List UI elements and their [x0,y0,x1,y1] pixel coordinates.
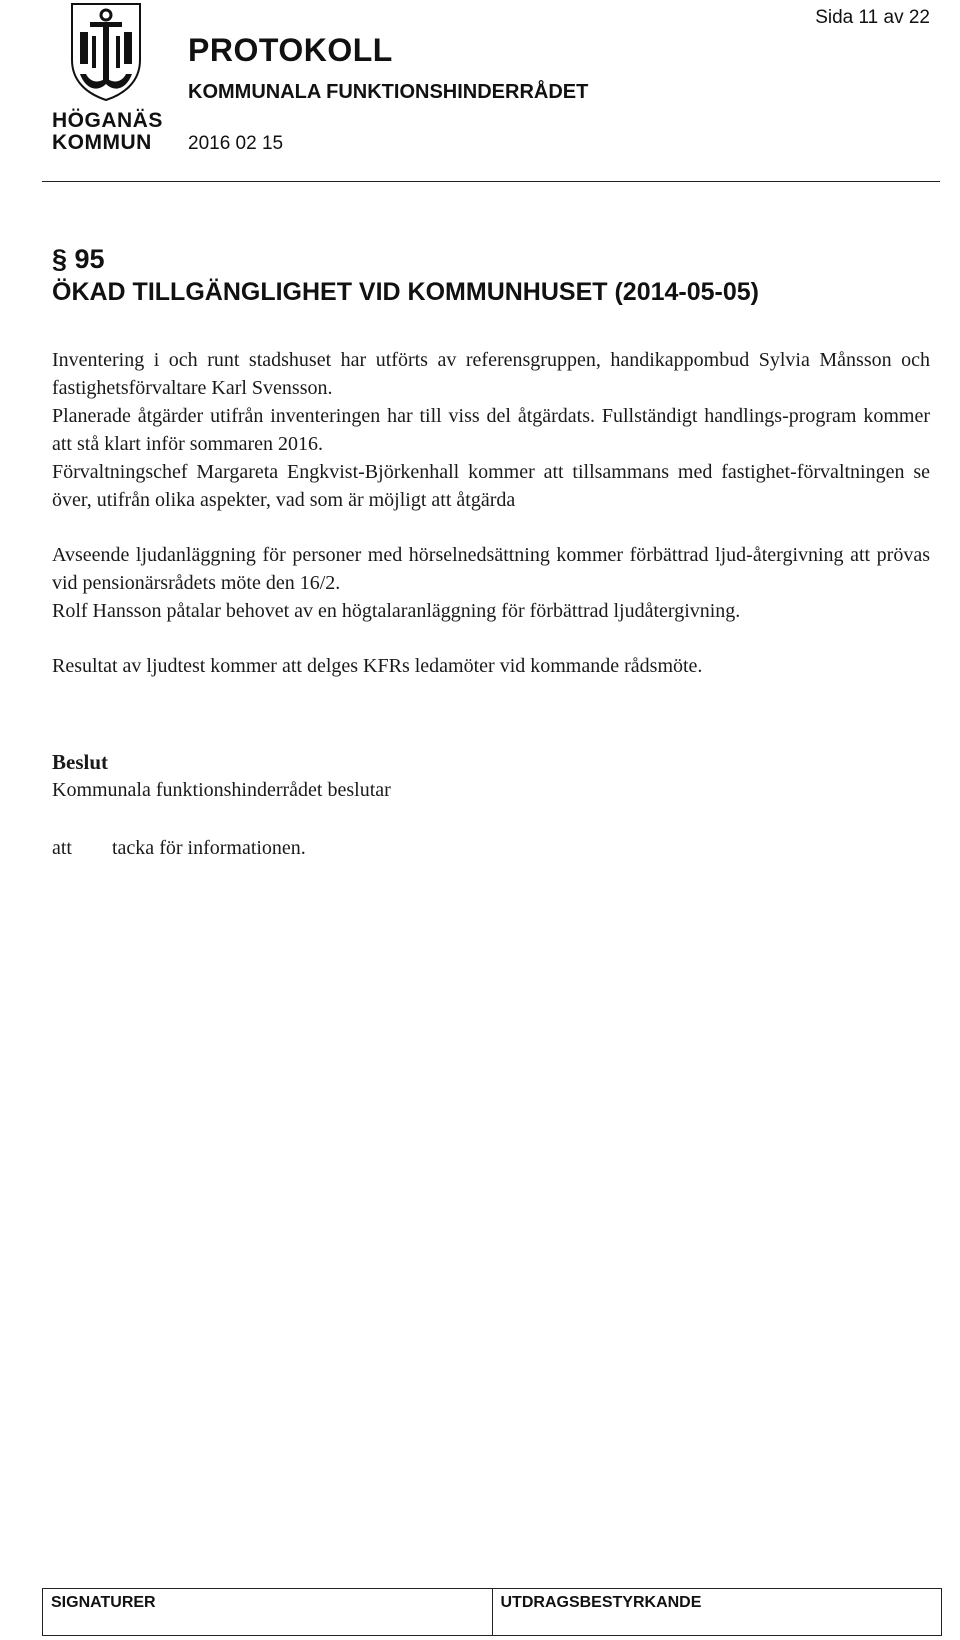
signatures-box: SIGNATURER [51,1594,156,1611]
body-paragraph: Planerade åtgärder utifrån inventeringen har till viss del åtgärdats. Fullständigt handlings-program kommer att stå klart inför sommaren 2016. [52,405,930,455]
decision-text: tacka för informationen. [112,837,306,859]
body-paragraph: Resultat av ljudtest kommer att delges KFRs ledamöter vid kommande rådsmöte. [52,655,703,677]
section-body [52,346,930,680]
body-paragraph: Inventering i och runt stadshuset har utförts av referensgruppen, handikappombud Sylvia Månsson och fastighetsförvaltare Karl Svensson. [52,349,930,399]
logo-text-hoganas: HÖGANÄS [52,109,163,132]
body-paragraph: Rolf Hansson påtalar behovet av en högtalaranläggning för förbättrad ljudåtergivning. [52,600,741,622]
body-paragraph: Förvaltningschef Margareta Engkvist-Björkenhall kommer att tillsammans med fastighet-förvaltningen se över, utifrån olika aspekter, vad som är möjligt att åtgärda [52,461,930,511]
certified-extract-box: UTDRAGSBESTYRKANDE [492,1589,942,1635]
section-title: ÖKAD TILLGÄNGLIGHET VID KOMMUNHUSET (2014-05-05) [52,278,760,306]
meeting-date: 2016 02 15 [188,133,284,154]
signature-footer [42,1588,942,1636]
page-number: Sida 11 av 22 [815,7,930,28]
header-divider [42,181,940,182]
decision-heading: Beslut [52,750,109,774]
logo-text-kommun: KOMMUN [52,131,152,154]
document-title: PROTOKOLL [188,32,393,68]
paragraph-gap [52,625,930,652]
committee-name: KOMMUNALA FUNKTIONSHINDERRÅDET [188,81,589,103]
decision-intro: Kommunala funktionshinderrådet beslutar [52,779,391,801]
paragraph-gap [52,514,930,541]
hoganas-coat-of-arms-logo [52,0,164,152]
decision-att-label: att [52,837,72,859]
section-number: § 95 [52,244,105,274]
body-paragraph: Avseende ljudanläggning för personer med hörselnedsättning kommer förbättrad ljud-återgivning att prövas vid pensionärsrådets möte den 16/2. [52,544,930,594]
